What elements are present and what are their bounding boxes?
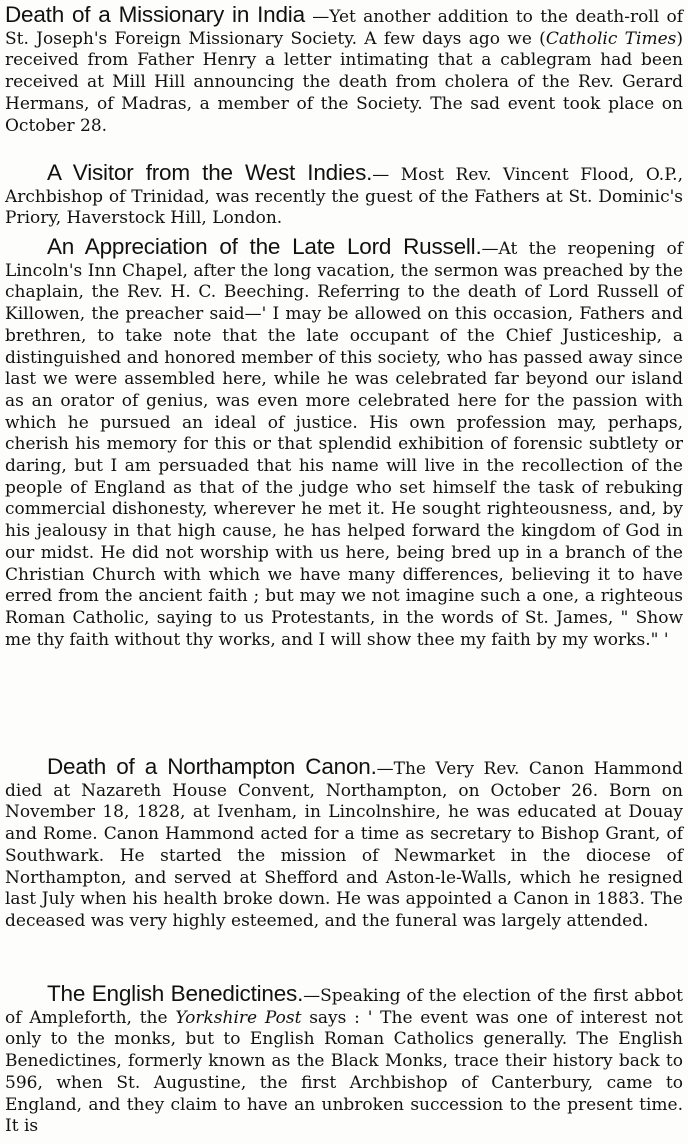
publication-title: Yorkshire Post (175, 1007, 302, 1028)
article-body: —Yet another addition to the death-roll of St. Joseph's Foreign Missionary Society. A few days ago we ( (5, 7, 684, 49)
article-heading: The English Benedictines. (47, 981, 304, 1006)
article-appreciation-lord-russell (5, 236, 683, 651)
article-heading: Death of a Northampton Canon. (47, 754, 377, 779)
publication-title: Catholic Times (545, 28, 677, 49)
article-body: — Most Rev. Vincent Flood, O.P., Archbishop of Trinidad, was recently the guest of the Fathers at St. Dominic's Priory, Haverstock Hill, London. (5, 165, 683, 229)
article-death-of-missionary (5, 4, 683, 137)
article-heading: Death of a Missionary in India (5, 2, 305, 27)
article-body: —At the reopening of Lincoln's Inn Chapel, after the long vacation, the sermon was preached by the chaplain, the Rev. H. C. Beeching. Referring to the death of Lord Russell of Killowen, the preacher said—' I may be allowed on this occasion, Fathers and brethren, to take note that the late occupant of the Chief Justiceship, a distinguished and honored member of this society, who has passed away since last we were assembled here, while he was celebrated far beyond our island as an orator of genius, was even more celebrated here for the passion with which he pursued an ideal of justice. His own profession may, perhaps, cherish his memory for this or that splendid exhibition of forensic subtlety or daring, but I am persuaded that his name will live in the recollection of the people of England as that of the judge who set himself the task of rebuking commercial dishonesty, wherever he met it. He sought righteousness, and, by his jealousy in that high cause, he has helped forward the kingdom of God in our midst. He did not worship with us here, being bred up in a branch of the Christian Church with which we have many differences, believing it to have erred from the ancient faith ; but may we not imagine such a one, a righteous Roman Catholic, saying to us Protestants, in the words of St. James, " Show me thy faith without thy works, and I will show thee my faith by my works." ' (5, 239, 683, 650)
article-death-northampton-canon (5, 756, 683, 933)
article-body: ) received from Father Henry a letter intimating that a cablegram had been received at Mill Hill announcing the death from cholera of the Rev. Gerard Hermans, of Madras, a member of the Society. The sad event took place on October 28. (5, 28, 683, 136)
article-body: says : ' The event was one of interest not only to the monks, but to English Roman Catholics generally. The English Benedictines, formerly known as the Black Monks, trace their history back to 596, when St. Augustine, the first Archbishop of Canterbury, came to England, and they claim to have an unbroken succession to the present time. It is (5, 1007, 683, 1137)
article-body: —Speaking of the election of the first abbot of Ampleforth, the (5, 986, 683, 1028)
article-heading: An Appreciation of the Late Lord Russell. (47, 234, 482, 259)
article-visitor-west-indies (5, 162, 683, 230)
article-body: —The Very Rev. Canon Hammond died at Nazareth House Convent, Northampton, on October 26. Born on November 18, 1828, at Ivenham, in Lincolnshire, he was educated at Douay and Rome. Canon Hammond acted for a time as secretary to Bishop Grant, of Southwark. He started the mission of Newmarket in the diocese of Northampton, and served at Shefford and Aston-le-Walls, which he resigned last July when his health broke down. He was appointed a Canon in 1883. The deceased was very highly esteemed, and the funeral was largely attended. (5, 759, 683, 931)
article-english-benedictines (5, 983, 683, 1138)
article-heading: A Visitor from the West Indies. (47, 160, 373, 185)
